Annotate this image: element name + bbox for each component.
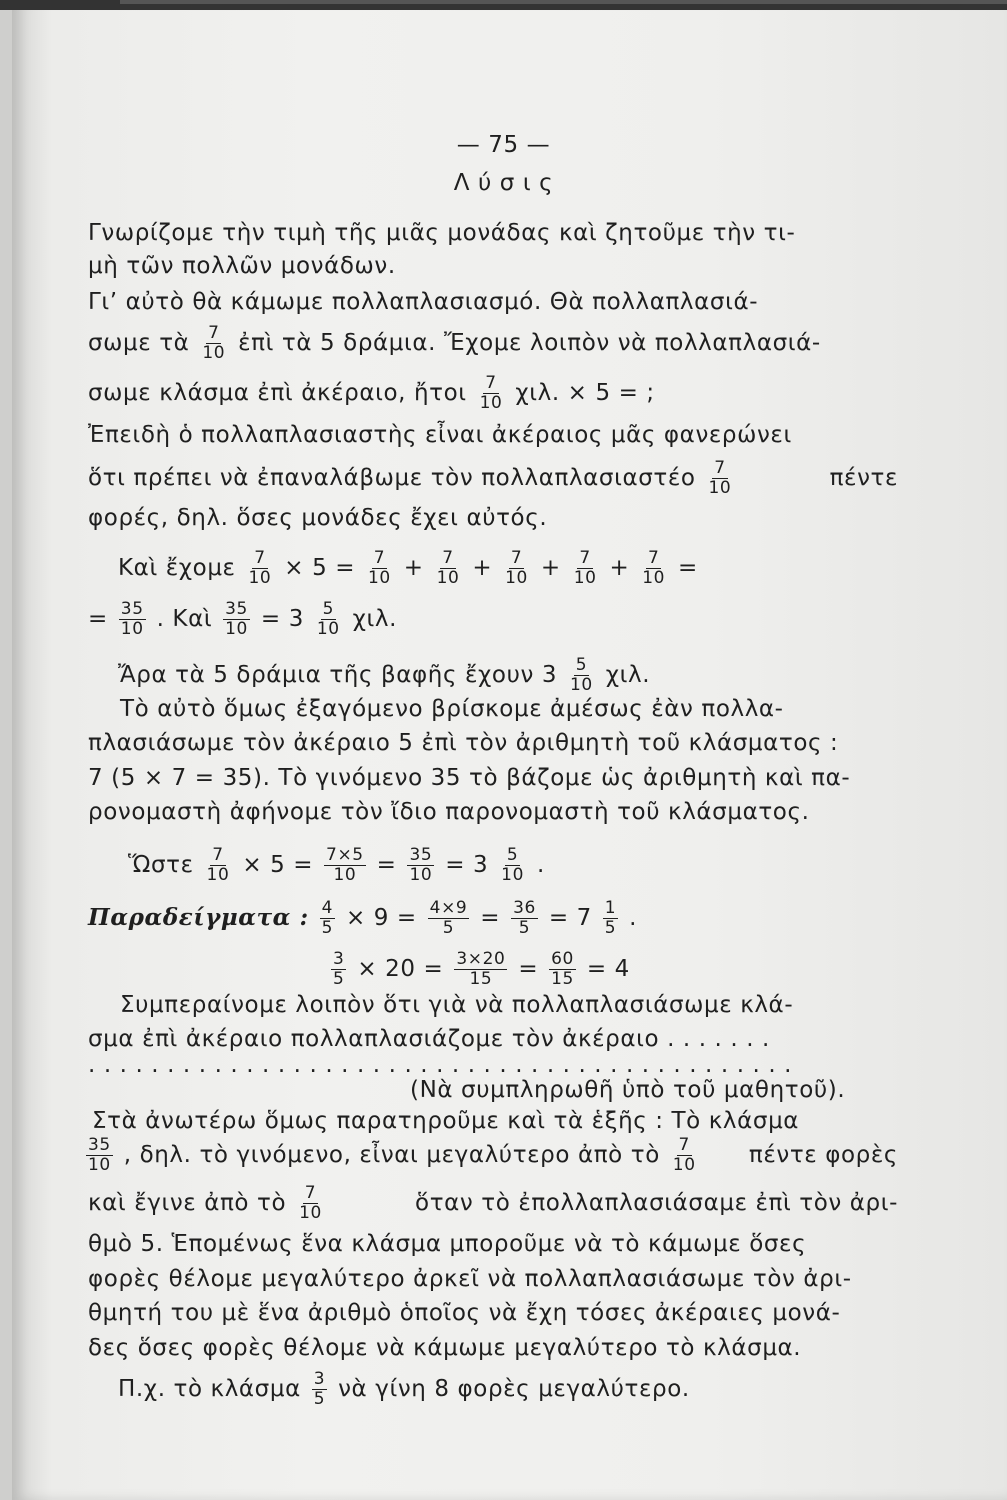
- numerator: 7: [678, 1135, 690, 1155]
- numerator: 36: [513, 898, 536, 918]
- numerator: 3×20: [456, 949, 506, 969]
- fraction: [86, 1136, 113, 1175]
- text-line: [88, 495, 898, 541]
- numerator: 1: [604, 898, 617, 918]
- text-segment: πέντε φορὲς: [748, 1142, 898, 1168]
- denominator: 10: [672, 1155, 696, 1175]
- text-segment: × 5 =: [242, 852, 314, 878]
- fraction: [478, 374, 505, 413]
- text-segment: = 4: [586, 956, 630, 982]
- text-segment: , δηλ. τὸ γινόμενο, εἶναι μεγαλύτερο ἀπὸ τὸ: [123, 1142, 660, 1168]
- equation-line: [128, 842, 938, 888]
- fraction: [707, 459, 734, 498]
- denominator: 5: [518, 918, 531, 938]
- equals-sign: =: [376, 852, 397, 878]
- numerator: 7: [714, 458, 726, 478]
- denominator: 10: [505, 568, 528, 588]
- text-segment: χιλ.: [605, 662, 651, 688]
- text-line-content: μὴ τῶν πολλῶν μονάδων.: [88, 253, 396, 279]
- fraction: [324, 846, 366, 885]
- text-line-content: Ἐπειδὴ ὁ πολλαπλασιαστὴς εἶναι ἀκέραιος μᾶς φανερώνει: [88, 422, 792, 448]
- plus-sign: +: [540, 555, 561, 581]
- fraction: [297, 1184, 324, 1223]
- equation-line: [118, 545, 928, 591]
- text-line-content: δες ὅσες φορὲς θέλομε νὰ κάμωμε μεγαλύτερο τὸ κλάσμα.: [88, 1335, 802, 1361]
- denominator: 10: [368, 568, 391, 588]
- denominator: 5: [442, 918, 455, 938]
- denominator: 10: [333, 865, 357, 885]
- plus-sign: +: [403, 555, 424, 581]
- fraction: [499, 846, 526, 885]
- numerator: 5: [322, 599, 334, 619]
- equals-sign: =: [88, 606, 108, 632]
- numerator: 4×9: [429, 898, 468, 918]
- text-segment: σωμε κλάσμα ἐπὶ ἀκέραιο, ἤτοι: [88, 380, 467, 406]
- numerator: 7: [373, 548, 386, 568]
- fraction: [200, 324, 227, 363]
- numerator: 7: [208, 323, 220, 343]
- fraction: [511, 899, 538, 938]
- text-segment: Καὶ ἔχομε: [118, 555, 236, 581]
- numerator: 7: [212, 845, 224, 865]
- text-segment: σωμε τὰ: [88, 330, 190, 356]
- plus-sign: +: [609, 555, 630, 581]
- text-line-content: φορὲς θέλομε μεγαλύτερο ἀρκεῖ νὰ πολλαπλασιάσωμε τὸν ἀρι-: [88, 1266, 852, 1292]
- denominator: 15: [551, 969, 574, 989]
- denominator: 15: [469, 969, 493, 989]
- denominator: 5: [313, 1389, 326, 1409]
- text-segment: νὰ γίνη 8 φορὲς μεγαλύτερο.: [338, 1376, 690, 1402]
- text-line: [88, 1132, 898, 1178]
- text-segment: χιλ. × 5 = ;: [515, 380, 655, 406]
- scan-edge: [120, 0, 1007, 4]
- text-line-content: πλασιάσωμε τὸν ἀκέραιο 5 ἐπὶ τὸν ἀριθμητὴ τοῦ κλάσματος :: [88, 730, 839, 756]
- denominator: 10: [202, 343, 226, 363]
- fraction: [247, 549, 274, 588]
- fraction: [315, 600, 342, 639]
- denominator: 10: [501, 865, 525, 885]
- fraction: [119, 600, 146, 639]
- numerator: 7: [485, 373, 497, 393]
- text-line-content: Γνωρίζομε τὴν τιμὴ τῆς μιᾶς μονάδας καὶ ζητοῦμε τὴν τι-: [88, 220, 796, 246]
- denominator: 10: [436, 568, 460, 588]
- text-segment: χιλ.: [352, 606, 398, 632]
- fraction: [572, 549, 599, 588]
- numerator: 4: [321, 898, 334, 918]
- numerator: 60: [551, 949, 574, 969]
- fraction: [407, 846, 434, 885]
- text-segment: × 9 =: [345, 905, 417, 931]
- equals-sign: =: [480, 905, 501, 931]
- text-line-content: 7 (5 × 7 = 35). Τὸ γινόμενο 35 τὸ βάζομε ὡς ἀριθμητὴ καὶ πα-: [88, 765, 851, 791]
- denominator: 10: [316, 619, 340, 639]
- denominator: 10: [248, 568, 272, 588]
- text-line: [88, 320, 898, 366]
- text-line: [88, 1325, 898, 1371]
- numerator: 3: [333, 949, 345, 969]
- numerator: 35: [120, 599, 144, 619]
- examples-label: Παραδείγματα :: [88, 904, 309, 931]
- denominator: 10: [708, 478, 732, 498]
- denominator: 10: [479, 393, 503, 413]
- denominator: 10: [409, 865, 433, 885]
- fraction: [223, 600, 250, 639]
- equals-sign: =: [678, 555, 698, 581]
- equation-line: [88, 596, 898, 642]
- denominator: 5: [321, 918, 334, 938]
- fraction: [205, 846, 232, 885]
- numerator: 7: [510, 548, 523, 568]
- text-segment: ἐπὶ τὰ 5 δράμια. Ἔχομε λοιπὸν νὰ πολλαπλασιά-: [238, 330, 821, 356]
- numerator: 7: [579, 548, 591, 568]
- plus-sign: +: [472, 555, 493, 581]
- denominator: 5: [333, 969, 345, 989]
- equals-sign: =: [518, 956, 539, 982]
- text-segment: . Καὶ: [156, 606, 213, 632]
- text-line-content: Γι’ αὐτὸ θὰ κάμωμε πολλαπλασιασμό. Θὰ πολλαπλασιά-: [88, 289, 759, 315]
- page-number: — 75 —: [456, 132, 551, 158]
- numerator: 5: [575, 655, 588, 675]
- text-line: [88, 370, 898, 416]
- numerator: 35: [88, 1135, 111, 1155]
- text-line-content: Συμπεραίνομε λοιπὸν ὅτι γιὰ νὰ πολλαπλασιάσωμε κλά-: [120, 992, 794, 1018]
- text-line-content: Τὸ αὐτὸ ὅμως ἐξαγόμενο βρίσκομε ἀμέσως ἐὰν πολλα-: [120, 696, 784, 722]
- numerator: 7: [647, 548, 660, 568]
- fraction: [435, 549, 462, 588]
- numerator: 35: [225, 599, 248, 619]
- text-segment: πέντε: [829, 465, 898, 491]
- fraction: [320, 899, 335, 938]
- text-segment: .: [629, 905, 638, 931]
- numerator: 7: [442, 548, 454, 568]
- text-line-content: θμητή του μὲ ἕνα ἀριθμὸ ὁποῖος νὰ ἔχη τόσες ἀκέραιες μονά-: [88, 1300, 841, 1326]
- fraction: [428, 899, 470, 938]
- fraction: [503, 549, 530, 588]
- text-segment: × 5 =: [284, 555, 356, 581]
- denominator: 10: [120, 619, 144, 639]
- text-line-content: σμα ἐπὶ ἀκέραιο πολλαπλασιάζομε τὸν ἀκέραιο . . . . . . .: [88, 1026, 770, 1052]
- denominator: 10: [299, 1203, 322, 1223]
- text-line: [118, 1366, 928, 1412]
- text-segment: × 20 =: [357, 956, 444, 982]
- equation-line: [88, 895, 898, 941]
- fraction: [671, 1136, 698, 1175]
- text-segment: καὶ ἔγινε ἀπὸ τὸ: [88, 1190, 287, 1216]
- fraction: [366, 549, 393, 588]
- denominator: 10: [642, 568, 666, 588]
- section-heading: Λ ύ σ ι ς: [453, 170, 554, 196]
- text-segment: Ἄρα τὰ 5 δράμια τῆς βαφῆς ἔχουν 3: [118, 662, 558, 688]
- fraction: [640, 549, 667, 588]
- text-line-content: (Νὰ συμπληρωθῆ ὑπὸ τοῦ μαθητοῦ).: [410, 1077, 846, 1103]
- denominator: 10: [88, 1155, 111, 1175]
- text-segment: = 7: [548, 905, 592, 931]
- denominator: 10: [573, 568, 597, 588]
- text-line-content: θμὸ 5. Ἑπομένως ἕνα κλάσμα μποροῦμε νὰ τὸ κάμωμε ὅσες: [88, 1231, 807, 1257]
- numerator: 7×5: [326, 845, 364, 865]
- numerator: 7: [304, 1183, 317, 1203]
- text-line-content: φορές, δηλ. ὅσες μονάδες ἔχει αὐτός.: [88, 505, 548, 531]
- fraction: [603, 899, 618, 938]
- text-line-content: ρονομαστὴ ἀφήνομε τὸν ἴδιο παρονομαστὴ τοῦ κλάσματος.: [88, 799, 810, 825]
- denominator: 10: [570, 675, 593, 695]
- numerator: 35: [409, 845, 433, 865]
- text-line: [88, 279, 898, 325]
- text-line-content: . . . . . . . . . . . . . . . . . . . . . . . . . . . . . . . . . . . . . . . . . . . . .: [88, 1052, 793, 1078]
- text-line: [88, 412, 898, 458]
- numerator: 7: [254, 548, 266, 568]
- text-line: [88, 1180, 898, 1226]
- denominator: 5: [604, 918, 617, 938]
- text-segment: ὅτι πρέπει νὰ ἐπαναλάβωμε τὸν πολλαπλασιαστέο: [88, 465, 696, 491]
- fraction: [312, 1370, 327, 1409]
- text-segment: ὅταν τὸ ἐπολλαπλασιάσαμε ἐπὶ τὸν ἀρι-: [415, 1190, 898, 1216]
- text-segment: .: [536, 852, 545, 878]
- text-segment: Π.χ. τὸ κλάσμα: [118, 1376, 301, 1402]
- denominator: 10: [206, 865, 230, 885]
- text-line-content: Στὰ ἀνωτέρω ὅμως παρατηροῦμε καὶ τὰ ἑξῆς : Τὸ κλάσμα: [92, 1108, 800, 1134]
- numerator: 3: [313, 1369, 326, 1389]
- numerator: 5: [506, 845, 519, 865]
- text-segment: Ὥστε: [128, 852, 194, 878]
- text-segment: = 3: [445, 852, 489, 878]
- denominator: 10: [225, 619, 248, 639]
- text-segment: = 3: [260, 606, 304, 632]
- text-line: [88, 789, 898, 835]
